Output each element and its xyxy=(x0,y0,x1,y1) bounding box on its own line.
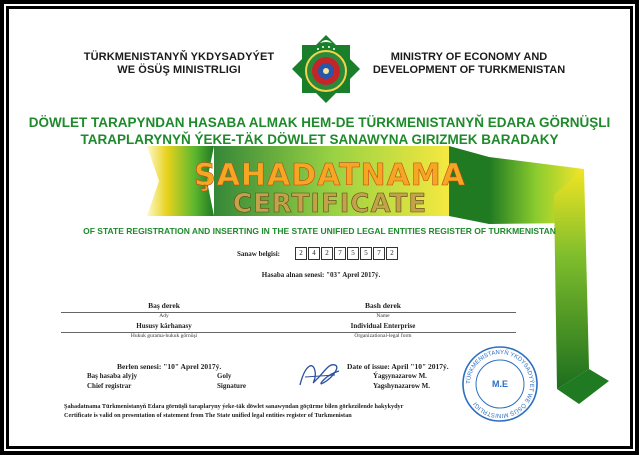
registrar-name-en: Yagshynazarow M. xyxy=(373,382,431,390)
goly-label: Goly xyxy=(217,372,232,380)
bas-derek: Baş derek xyxy=(148,301,180,310)
certificate-paper xyxy=(9,9,630,446)
handwritten-signature xyxy=(295,357,345,392)
name-label: Name xyxy=(376,313,390,319)
title-tm-line1: DÖWLET TARAPYNDAN HASABA ALMAK HEM-DE TÜRKMENISTANYŇ EDARA GÖRNÜŞLI xyxy=(28,115,611,130)
registrar-name-tm: Ýagşynazarow M. xyxy=(373,372,427,380)
org-form-label: Organizational-legal form xyxy=(354,333,412,339)
ministry-en-line1: MINISTRY OF ECONOMY AND xyxy=(390,51,548,63)
ministry-name-tm xyxy=(79,51,279,77)
hasaba-label: Hasaba alnan senesi: xyxy=(261,271,325,279)
official-stamp xyxy=(460,344,540,424)
reg-digit: 2 xyxy=(295,247,307,260)
validity-note-en: Certificate is valid on presentation of statement from The State unified legal entities register of Turkmenistan xyxy=(64,412,352,419)
reg-digit: 2 xyxy=(321,247,333,260)
stamp-ring-text: TÜRKMENISTANYŇ YKDYSADYÝET WE ÖSÜŞ MINISTRLIGI xyxy=(465,349,535,419)
chief-registrar-label: Chief registrar xyxy=(87,382,132,390)
sahadatnama-heading: ŞAHADATNAMA xyxy=(194,158,466,193)
title-tm-line2: TARAPLARYNYŇ ÝEKE-TÄK DÖWLET SANAWYNA GIRIZMEK BARADAKY xyxy=(80,132,559,147)
validity-note-tm: Şahadatnama Türkmenistanyň Edara görnüşli taraplaryny ýeke-täk döwlet sanawyndan göçürme bilen görkezilende hakykydyr xyxy=(64,403,404,410)
berlen-date: Berlen senesi: "10" Aprel 2017ý. xyxy=(117,362,222,371)
reg-digit: 5 xyxy=(360,247,372,260)
issue-date: Date of issue: April "10" 2017ý. xyxy=(347,362,449,371)
hukuk-label: Hukuk gurama-hukuk görnüşi xyxy=(130,333,198,339)
ministry-tm-line1: TÜRKMENISTANYŇ YKDYSADYÝET xyxy=(83,51,275,63)
reg-digit: 4 xyxy=(308,247,320,260)
individual-value: Individual Enterprise xyxy=(350,322,416,330)
hususy-value: Hususy kärhanasy xyxy=(136,322,192,330)
ministry-tm-line2: WE ÖSÜŞ MINISTRLIGI xyxy=(117,64,241,76)
reg-digit: 5 xyxy=(347,247,359,260)
ministry-name-en xyxy=(359,51,579,77)
signature-label: Signature xyxy=(217,382,247,390)
sanaw-label: Sanaw belgisi: xyxy=(237,250,280,258)
state-registration-line: OF STATE REGISTRATION AND INSERTING IN THE STATE UNIFIED LEGAL ENTITIES REGISTER OF TURKMENISTAN xyxy=(83,226,556,236)
turkmenistan-emblem xyxy=(290,33,362,105)
reg-digit: 7 xyxy=(373,247,385,260)
reg-digit: 7 xyxy=(334,247,346,260)
hasaba-date xyxy=(201,271,441,279)
certificate-heading: CERTIFICATE xyxy=(232,189,428,219)
hasaba-value: "03" Aprel 2017ý. xyxy=(326,271,381,279)
ministry-en-line2: DEVELOPMENT OF TURKMENISTAN xyxy=(372,64,566,76)
reg-digit: 2 xyxy=(386,247,398,260)
bas-hasaba-label: Baş hasaba alyjy xyxy=(87,372,138,380)
bash-derek: Bash derek xyxy=(365,301,401,310)
registration-number xyxy=(295,247,399,260)
ady-label: Ady xyxy=(159,313,169,319)
stamp-center-text: M.E xyxy=(491,379,509,389)
